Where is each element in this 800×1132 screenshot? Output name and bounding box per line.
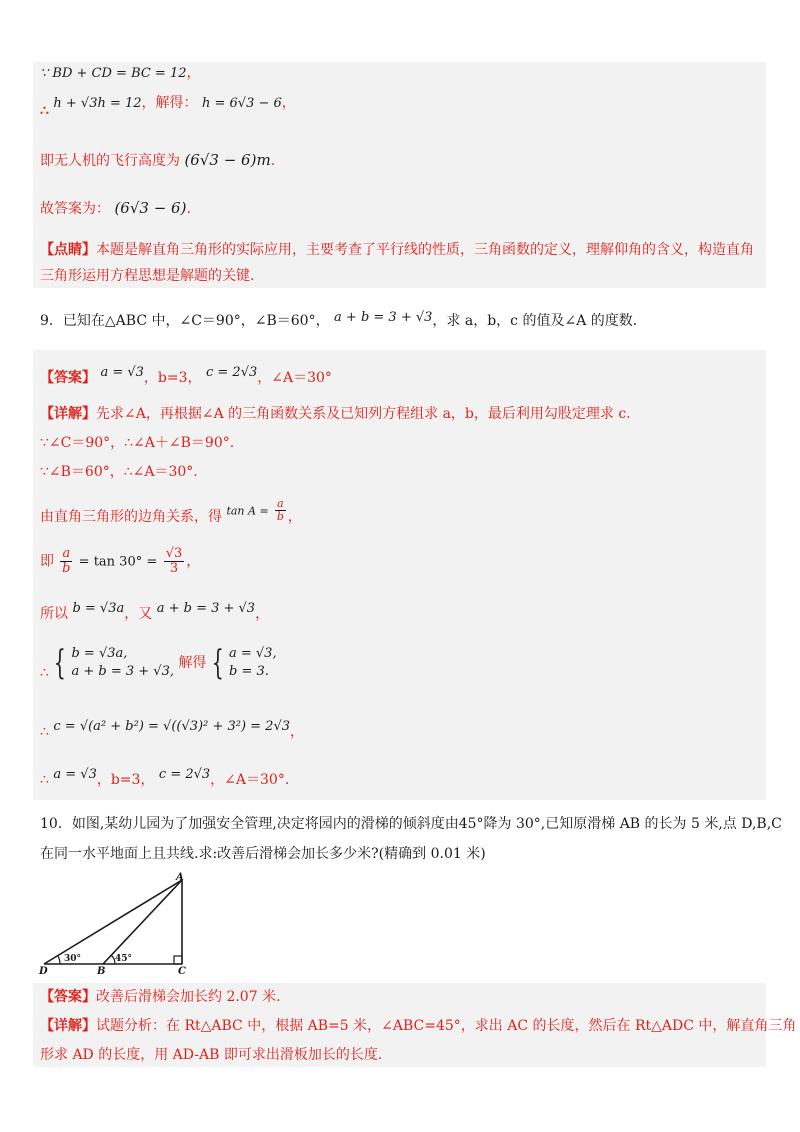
right-angle-mark [174,956,182,964]
q9-step-6-system: ∴ { b = √3a, a + b = 3 + √3, 解得 { a = √3, b = 3. [40,643,277,683]
brace-left-2: { [211,643,224,683]
q9-detail-intro: 【详解】先求∠A，再根据∠A 的三角函数关系及已知列方程组求 a，b，最后利用勾股定理求 c. [40,406,631,422]
q9-step-2: ∵∠B＝60°，∴∠A＝30°. [40,464,198,480]
q8-step-height: 即无人机的飞行高度为 (6√3 − 6)m. [40,151,276,169]
label-b: B [97,966,106,977]
q9-step-3: 由直角三角形的边角关系，得 tan A = $\frac{a}{b}$ ， [40,497,302,525]
fraction-a-over-b: $\frac{a}{b}$ [276,497,284,523]
question-9: 9．已知在△ABC 中，∠C＝90°，∠B＝60°， a + b = 3 + √3，求 a，b，c 的值及∠A 的度数. [40,310,638,329]
q9-step-1: ∵∠C＝90°，∴∠A＋∠B＝90°. [40,435,235,451]
slide-triangle-figure [36,868,196,978]
q9-step-7: ∴ c = √(a² + b²) = √((√3)² + 3²) = 2√3， [40,719,305,740]
q9-answer: 【答案】 a = √3，b=3， c = 2√3，∠A＝30° [40,365,332,386]
question-10-line1: 10．如图,某幼儿园为了加强安全管理,决定将园内的滑梯的倾斜度由45°降为 30°,已知原滑梯 AB 的长为 5 米,点 D,B,C [40,816,782,832]
brace-left: { [54,643,67,683]
fraction-sqrt3-over-3: $\frac{√3}{3}$ [165,546,183,576]
q10-detail-line1: 【详解】试题分析：在 Rt△ABC 中，根据 AB=5 米，∠ABC=45°，求出 AC 的长度，然后在 Rt△ADC 中，解直角三角 [40,1018,797,1034]
q8-step-solve-h: ∴ h + √3h = 12，解得： h = 6√3 − 6， [40,95,296,119]
q9-step-4: 即 $\frac{a}{b}$ = tan 30° = $\frac{√3}{3}$ ， [40,546,201,576]
segment-ad [44,880,182,964]
angle-arc-d [58,956,60,964]
question-10-line2: 在同一水平地面上且共线.求:改善后滑梯会加长多少米?(精确到 0.01 米) [40,846,486,862]
q8-comment-line1: 【点睛】本题是解直角三角形的实际应用，主要考查了平行线的性质，三角函数的定义，理解仰角的含义，构造直角 [40,242,754,258]
q10-answer: 【答案】改善后滑梯会加长约 2.07 米. [40,989,281,1005]
angle-label-d: 30° [64,954,82,964]
q8-final-answer: 故答案为： (6√3 − 6). [40,199,191,217]
label-a: A [176,872,184,883]
segment-ab [103,880,182,964]
q8-step-bd-cd: ∵ BD + CD = BC = 12， [40,65,201,81]
label-d: D [39,966,48,977]
label-c: C [178,966,186,977]
fraction-a-over-b-2: $\frac{a}{b}$ [62,546,71,576]
q8-comment-line2: 三角形运用方程思想是解题的关键. [40,268,255,284]
angle-label-b: 45° [115,954,133,964]
q9-final: ∴ a = √3，b=3， c = 2√3，∠A＝30°. [40,767,290,788]
q10-detail-line2: 形求 AD 的长度，用 AD-AB 即可求出滑板加长的长度. [40,1047,383,1063]
q9-step-5: 所以 b = √3a，又 a + b = 3 + √3， [40,601,270,622]
equation-system-1: b = √3a, a + b = 3 + √3, [71,646,174,679]
equation-system-2: a = √3, b = 3. [228,646,277,679]
